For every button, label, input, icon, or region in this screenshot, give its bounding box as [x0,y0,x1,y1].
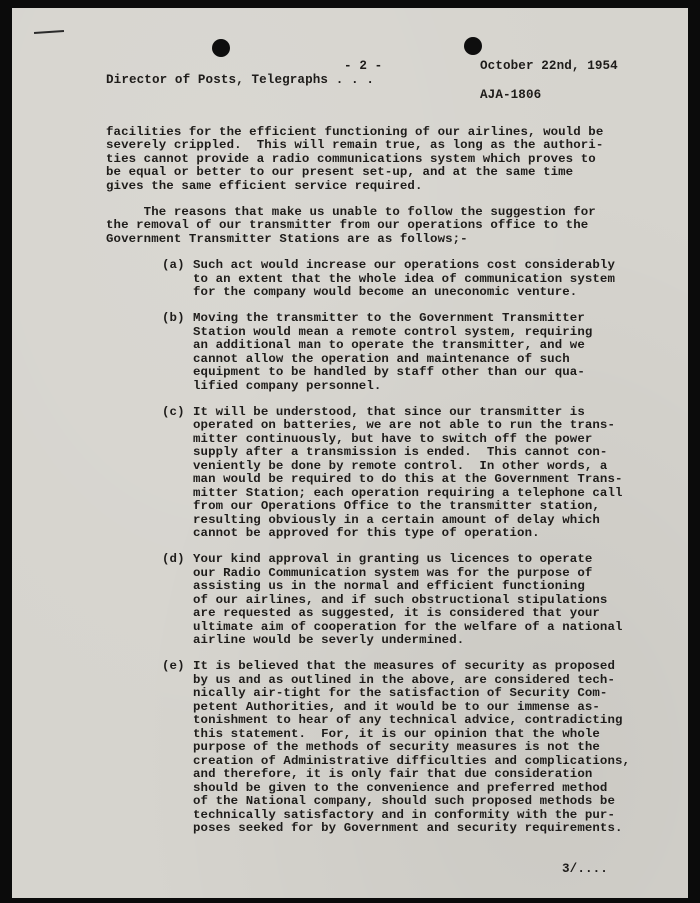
text-line: gives the same efficient service required. [106,179,423,193]
text-line: for the company would become an uneconomic venture. [193,285,578,299]
reference-code: AJA-1806 [480,88,542,102]
text-line: and therefore, it is only fair that due consideration [193,767,593,781]
item-label: (a) [162,258,185,272]
text-line: Government Transmitter Stations are as follows;- [106,232,468,246]
text-line: It will be understood, that since our transmitter is [193,405,585,419]
text-line: by us and as outlined in the above, are considered tech- [193,673,615,687]
text-line: poses seeked for by Government and security requirements. [193,821,623,835]
text-line: equipment to be handled by staff other than our qua- [193,365,585,379]
text-line: should be given to the convenience and preferred method [193,781,608,795]
text-line: mitter continuously, but have to switch off the power [193,432,593,446]
text-line: be equal or better to our present set-up, and at the same time [106,165,574,179]
item-label: (e) [162,659,185,673]
addressee-line: Director of Posts, Telegraphs . . . [106,73,375,87]
punch-hole-right [464,37,482,55]
text-line: technically satisfactory and in conformity with the pur- [193,808,615,822]
text-line: creation of Administrative difficulties and complications, [193,754,631,768]
text-line: are requested as suggested, it is considered that your [193,606,600,620]
item-label: (b) [162,311,185,325]
punch-hole-left [212,39,230,57]
continuation-marker: 3/.... [562,862,608,876]
text-line: our Radio Communication system was for the purpose of [193,566,593,580]
text-line: an additional man to operate the transmitter, and we [193,338,585,352]
text-line: of our airlines, and if such obstructional stipulations [193,593,608,607]
text-line: The reasons that make us unable to follow the suggestion for [106,205,596,219]
text-line: this statement. For, it is our opinion that the whole [193,727,600,741]
text-line: airline would be severly undermined. [193,633,465,647]
text-line: the removal of our transmitter from our operations office to the [106,218,589,232]
text-line: assisting us in the normal and efficient functioning [193,579,585,593]
text-line: lified company personnel. [193,379,382,393]
letter-date: October 22nd, 1954 [480,59,618,73]
text-line: to an extent that the whole idea of communication system [193,272,615,286]
text-line: severely crippled. This will remain true, as long as the authori- [106,138,604,152]
item-label: (c) [162,405,185,419]
text-line: It is believed that the measures of security as proposed [193,659,615,673]
text-line: purpose of the methods of security measures is not the [193,740,600,754]
text-line: nically air-tight for the satisfaction of Security Com- [193,686,608,700]
text-line: resulting obviously in a certain amount of delay which [193,513,600,527]
text-line: operated on batteries, we are not able to run the trans- [193,418,615,432]
text-line: ties cannot provide a radio communications system which proves to [106,152,596,166]
pen-mark [34,30,64,34]
item-label: (d) [162,552,185,566]
text-line: tonishment to hear of any technical advice, contradicting [193,713,623,727]
text-line: Moving the transmitter to the Government Transmitter [193,311,585,325]
text-line: Station would mean a remote control system, requiring [193,325,593,339]
text-line: ultimate aim of cooperation for the welfare of a national [193,620,623,634]
text-line: man would be required to do this at the Government Trans- [193,472,623,486]
text-line: cannot be approved for this type of operation. [193,526,540,540]
text-line: from our Operations Office to the transmitter station, [193,499,600,513]
text-line: facilities for the efficient functioning of our airlines, would be [106,125,604,139]
document-page [12,8,688,898]
text-line: of the National company, should such proposed methods be [193,794,615,808]
text-line: mitter Station; each operation requiring a telephone call [193,486,623,500]
text-line: supply after a transmission is ended. This cannot con- [193,445,608,459]
text-line: Your kind approval in granting us licences to operate [193,552,593,566]
page-number: - 2 - [344,59,383,73]
text-line: veniently be done by remote control. In other words, a [193,459,608,473]
text-line: cannot allow the operation and maintenance of such [193,352,570,366]
text-line: Such act would increase our operations cost considerably [193,258,615,272]
text-line: petent Authorities, and it would be to our immense as- [193,700,600,714]
